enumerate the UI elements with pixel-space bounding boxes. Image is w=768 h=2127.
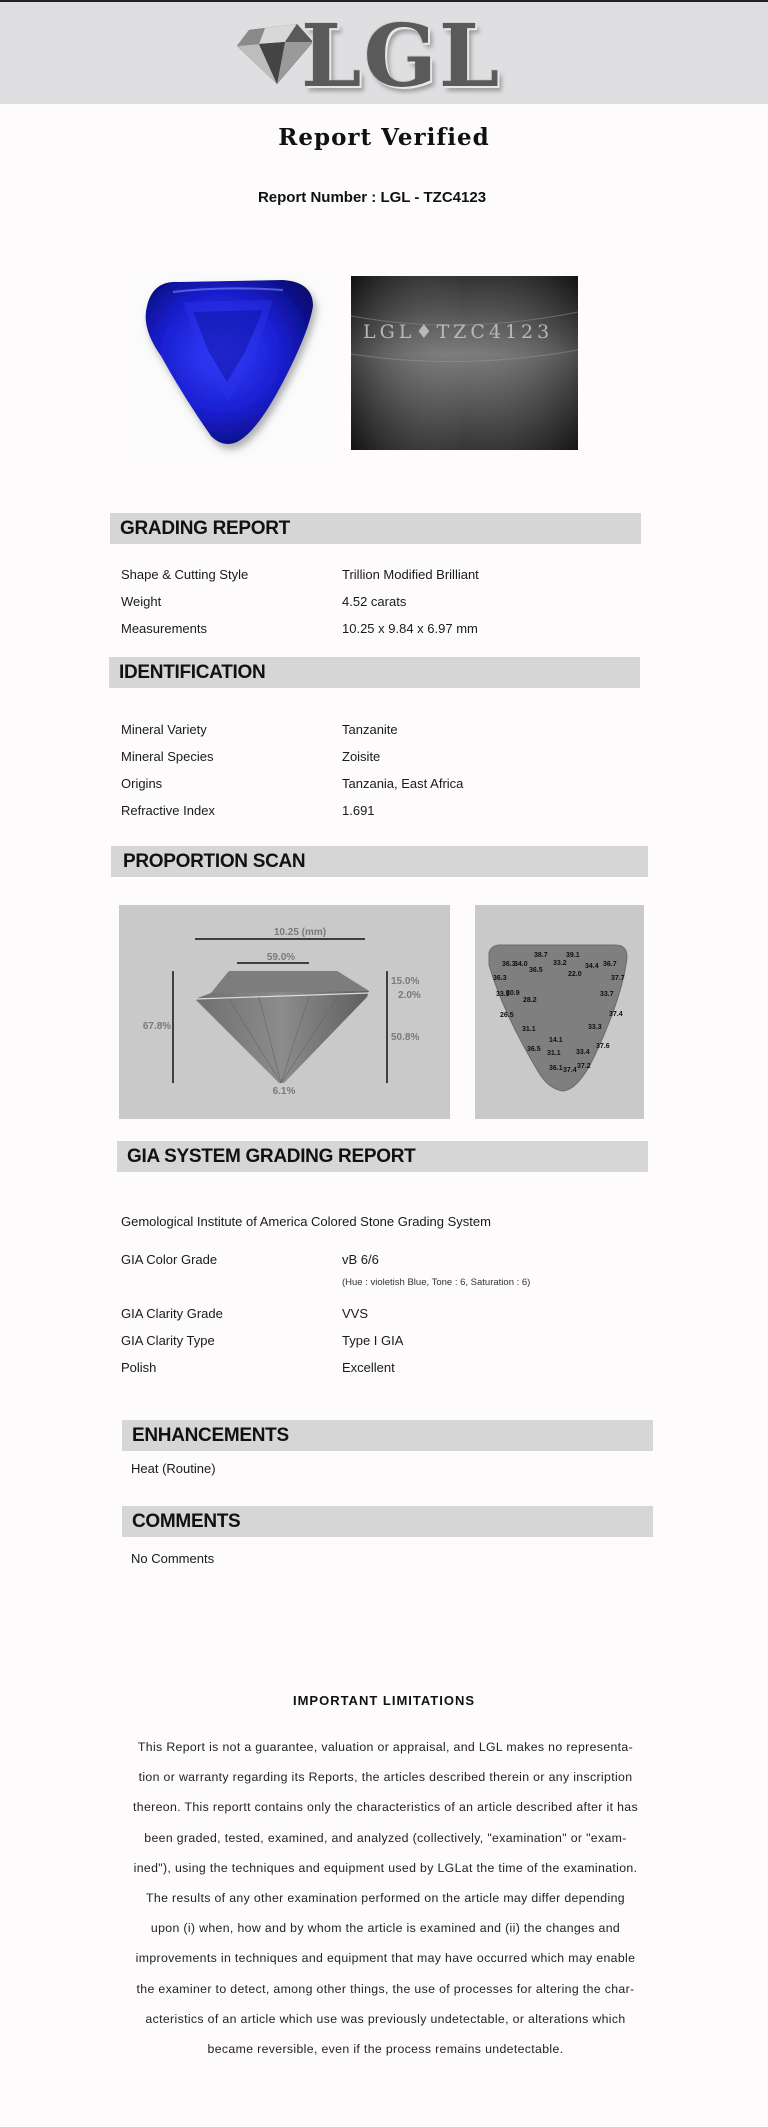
section-proportion-scan-heading: PROPORTION SCAN: [111, 846, 648, 877]
weight-value: 4.52 carats: [342, 594, 407, 609]
girdle-label: 2.0%: [398, 990, 421, 1001]
culet-label: 6.1%: [272, 1086, 296, 1097]
svg-text:31.1: 31.1: [547, 1050, 561, 1057]
limitations-heading: IMPORTANT LIMITATIONS: [292, 1693, 476, 1708]
crown-label: 15.0%: [391, 976, 420, 987]
gemstone-image: [133, 272, 328, 462]
svg-text:37.7: 37.7: [611, 975, 625, 982]
measurements-value: 10.25 x 9.84 x 6.97 mm: [342, 621, 478, 636]
limitations-line: thereon. This reportt contains only the characteristics of an article described after it has: [133, 1800, 638, 1815]
limitations-line: upon (i) when, how and by whom the article is examined and (ii) the changes and: [150, 1921, 621, 1936]
comments-text: No Comments: [131, 1551, 215, 1566]
limitations-line: This Report is not a guarantee, valuation or appraisal, and LGL makes no representa-: [137, 1740, 634, 1754]
gia-color-note: (Hue : violetish Blue, Tone : 6, Saturation : 6): [342, 1277, 531, 1288]
svg-text:31.1: 31.1: [522, 1026, 536, 1033]
svg-text:36.7: 36.7: [603, 961, 617, 968]
svg-text:37.4: 37.4: [609, 1011, 623, 1018]
limitations-line: ined"), using the techniques and equipment used by LGLat the time of the examination.: [133, 1860, 638, 1875]
svg-text:36.5: 36.5: [527, 1046, 541, 1053]
mineral-species-label: Mineral Species: [121, 749, 214, 764]
gem-photo: [133, 272, 328, 462]
svg-text:37.2: 37.2: [577, 1063, 591, 1070]
svg-text:34.0: 34.0: [514, 961, 528, 968]
proportion-top-view: [475, 905, 644, 1119]
origins-value: Tanzania, East Africa: [342, 776, 464, 791]
svg-text:33.5: 33.5: [496, 991, 510, 998]
report-number: Report Number : LGL - TZC4123: [257, 189, 487, 206]
shape-label: Shape & Cutting Style: [121, 567, 249, 582]
pavilion-label: 50.8%: [391, 1032, 420, 1043]
limitations-body: [118, 1732, 653, 2064]
mineral-variety-value: Tanzanite: [342, 722, 398, 737]
inscription-text: LGL♦TZC4123: [363, 321, 554, 343]
mineral-species-value: Zoisite: [342, 749, 381, 764]
svg-text:38.7: 38.7: [534, 952, 548, 959]
gia-color-value: vB 6/6: [342, 1252, 379, 1267]
limitations-line: been graded, tested, examined, and analyzed (collectively, "examination" or "exam-: [144, 1830, 627, 1845]
enhancements-text: Heat (Routine): [131, 1461, 216, 1476]
lgl-logo: [233, 6, 502, 107]
section-identification-heading: IDENTIFICATION: [109, 657, 640, 688]
measurements-label: Measurements: [121, 621, 207, 636]
origins-label: Origins: [121, 776, 163, 791]
width-label: 10.25 (mm): [273, 927, 327, 938]
limitations-line: The results of any other examination performed on the article may differ depending: [146, 1891, 625, 1906]
section-enhancements-heading: ENHANCEMENTS: [122, 1420, 653, 1451]
shape-value: Trillion Modified Brilliant: [342, 567, 479, 582]
svg-text:36.1: 36.1: [549, 1065, 563, 1072]
header-banner: [0, 2, 768, 107]
refractive-index-value: 1.691: [342, 803, 375, 818]
limitations-line: became reversible, even if the process remains undetectable.: [207, 2042, 564, 2057]
limitations-line: tion or warranty regarding its Reports, the articles described therein or any inscription: [138, 1770, 633, 1785]
proportion-side-view: [119, 905, 450, 1119]
gia-clarity-value: VVS: [342, 1306, 369, 1321]
total-depth-label: 67.8%: [142, 1021, 172, 1032]
gia-system-name: Gemological Institute of America Colored Stone Grading System: [121, 1214, 491, 1229]
svg-text:30.9: 30.9: [506, 990, 520, 997]
svg-text:22.0: 22.0: [568, 971, 582, 978]
limitations-line: the examiner to detect, among other things, the use of processes for altering the char-: [136, 1981, 635, 1996]
gia-clarity-type-label: GIA Clarity Type: [121, 1333, 215, 1348]
svg-text:39.1: 39.1: [566, 952, 580, 959]
limitations-line: acteristics of an article which use was previously undetectable, or alterations which: [145, 2011, 626, 2026]
polish-label: Polish: [121, 1360, 157, 1375]
gia-color-label: GIA Color Grade: [121, 1252, 218, 1267]
svg-text:34.4: 34.4: [585, 963, 599, 970]
svg-text:26.5: 26.5: [500, 1012, 514, 1019]
svg-text:33.2: 33.2: [553, 960, 567, 967]
svg-text:36.5: 36.5: [529, 967, 543, 974]
svg-text:28.2: 28.2: [523, 997, 537, 1004]
svg-text:33.3: 33.3: [588, 1024, 602, 1031]
limitations-line: improvements in techniques and equipment that may have occurred which may enable: [135, 1951, 636, 1966]
weight-label: Weight: [121, 594, 162, 609]
polish-value: Excellent: [342, 1360, 395, 1375]
gia-clarity-type-value: Type I GIA: [342, 1333, 404, 1348]
gia-clarity-label: GIA Clarity Grade: [121, 1306, 223, 1321]
mineral-variety-label: Mineral Variety: [121, 722, 207, 737]
svg-text:36.3: 36.3: [493, 975, 507, 982]
svg-text:33.4: 33.4: [576, 1049, 590, 1056]
table-label: 59.0%: [266, 952, 296, 963]
section-comments-heading: COMMENTS: [122, 1506, 653, 1537]
section-gia-heading: GIA SYSTEM GRADING REPORT: [117, 1141, 648, 1172]
page-title: Report Verified: [278, 124, 490, 151]
svg-text:37.4: 37.4: [563, 1067, 577, 1074]
svg-text:37.6: 37.6: [596, 1043, 610, 1050]
svg-text:14.1: 14.1: [549, 1037, 563, 1044]
svg-text:33.7: 33.7: [600, 991, 614, 998]
section-grading-report-heading: GRADING REPORT: [110, 513, 641, 544]
inscription-photo: [351, 276, 578, 450]
svg-text:36.3: 36.3: [502, 961, 516, 968]
logo-text: LGL: [301, 6, 502, 107]
refractive-index-label: Refractive Index: [121, 803, 215, 818]
inscription-image: [351, 276, 578, 450]
